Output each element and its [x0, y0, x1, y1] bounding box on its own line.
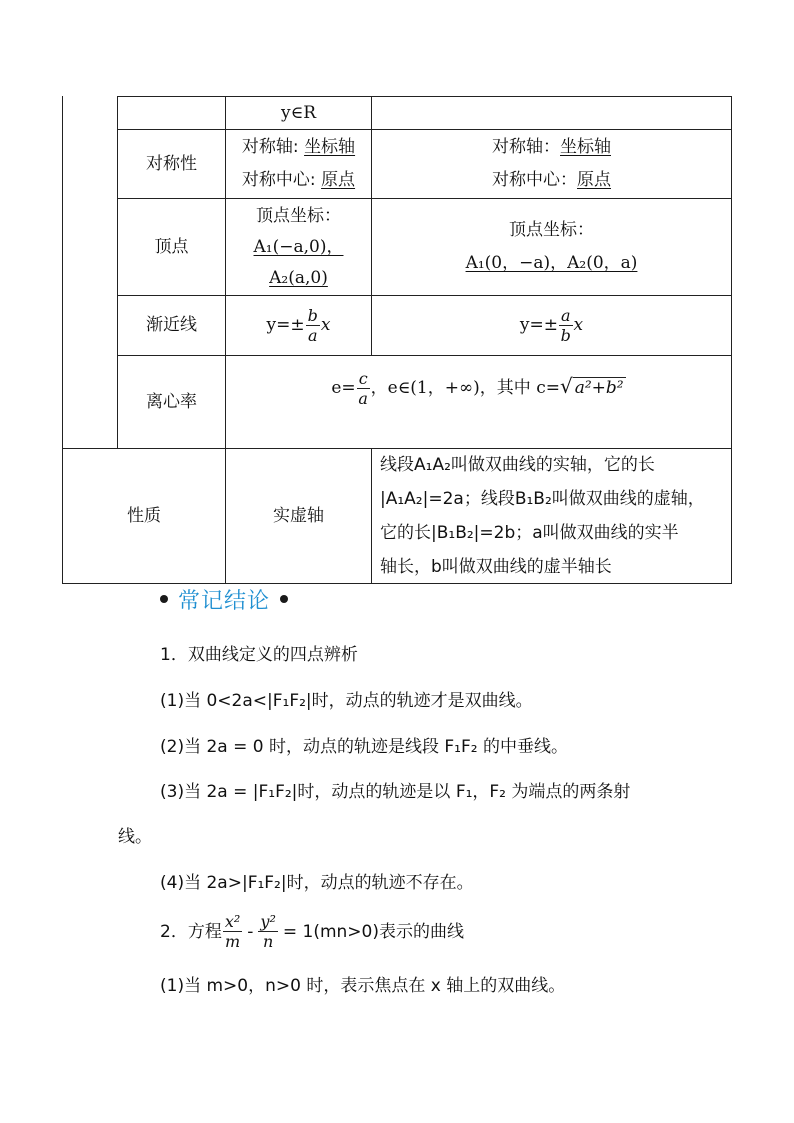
properties-group-cell [63, 449, 225, 583]
axis-label-cell [226, 449, 371, 583]
axis-description-line: |A₁A₂|=2a；线段B₁B₂叫做双曲线的虚轴， [380, 489, 705, 509]
symmetry-x-cell [226, 130, 371, 198]
bullet-dot-icon [280, 595, 288, 603]
vertex-title: 顶点坐标： [509, 220, 594, 240]
vertex-title: 顶点坐标： [256, 205, 341, 226]
paragraph-equation-case-1: (1)当 m>0，n>0 时，表示焦点在 x 轴上的双曲线。 [160, 976, 566, 996]
hyperbola-properties-table [62, 96, 732, 584]
symmetry-y-cell [372, 130, 731, 198]
symmetry-axis-line: 对称轴：坐标轴 [492, 137, 611, 157]
paragraph-case-3: (3)当 2a = |F₁F₂|时，动点的轨迹是以 F₁，F₂ 为端点的两条射 [160, 782, 631, 802]
vertex-points: A₁(0，−a)，A₂(0，a) [465, 253, 638, 273]
asymptote-x-cell [226, 296, 371, 355]
asymptote-formula: y=± $\frac{a}{b}$ x [519, 306, 584, 345]
range-cell [226, 97, 371, 129]
properties-group-label: 性质 [127, 505, 161, 526]
symmetry-label: 对称性 [146, 153, 197, 174]
vertex-a1: A₁(−a,0)， [253, 236, 344, 257]
asymptote-formula: y=± $\frac{b}{a}$ x [266, 306, 331, 345]
eccentricity-label-cell [118, 356, 225, 448]
heading-equation: 2．方程 $\frac{\text{x²}}{m}$ - $\frac{\text{y²}}{n}$ = 1(mn>0)表示的曲线 [160, 912, 464, 951]
heading-definition-analysis: 1．双曲线定义的四点辨析 [160, 645, 358, 665]
vertex-label: 顶点 [154, 236, 189, 257]
table-rule [117, 96, 732, 97]
eccentricity-formula: e= $\frac{c}{a}$ ，e∈(1，+∞)，其中 c=√ a²+b² [331, 368, 624, 408]
section-title: 常记结论 [178, 588, 271, 614]
symmetry-axis-line: 对称轴: 坐标轴 [241, 137, 356, 157]
axis-description-line: 轴长，b叫做双曲线的虚半轴长 [380, 557, 612, 577]
vertex-y-cell [372, 199, 731, 295]
vertex-x-cell [226, 199, 371, 295]
symmetry-label-cell [118, 130, 225, 198]
asymptote-label: 渐近线 [146, 315, 197, 335]
range-value: y∈R [281, 102, 316, 123]
paragraph-case-4: (4)当 2a>|F₁F₂|时，动点的轨迹不存在。 [160, 873, 474, 893]
vertex-label-cell [118, 199, 225, 295]
axis-description-cell [372, 449, 731, 583]
paragraph-case-3-continued: 线。 [118, 827, 152, 847]
symmetry-center-line: 对称中心: 原点 [241, 170, 356, 190]
vertex-a2: A₂(a,0) [269, 267, 328, 288]
table-rule [731, 96, 732, 584]
axis-description-line: 线段A₁A₂叫做双曲线的实轴，它的长 [380, 455, 655, 475]
eccentricity-label: 离心率 [146, 391, 197, 412]
paragraph-case-2: (2)当 2a = 0 时，动点的轨迹是线段 F₁F₂ 的中垂线。 [160, 737, 568, 757]
bullet-dot-icon [160, 595, 168, 603]
eccentricity-cell [226, 356, 731, 420]
axis-label: 实虚轴 [273, 505, 324, 526]
axis-description-line: 它的长|B₁B₂|=2b；a叫做双曲线的实半 [380, 523, 679, 543]
symmetry-center-line: 对称中心：原点 [492, 170, 611, 190]
asymptote-label-cell [118, 296, 225, 355]
paragraph-case-1: (1)当 0<2a<|F₁F₂|时，动点的轨迹才是双曲线。 [160, 691, 533, 711]
asymptote-y-cell [372, 296, 731, 355]
section-banner [160, 582, 288, 616]
